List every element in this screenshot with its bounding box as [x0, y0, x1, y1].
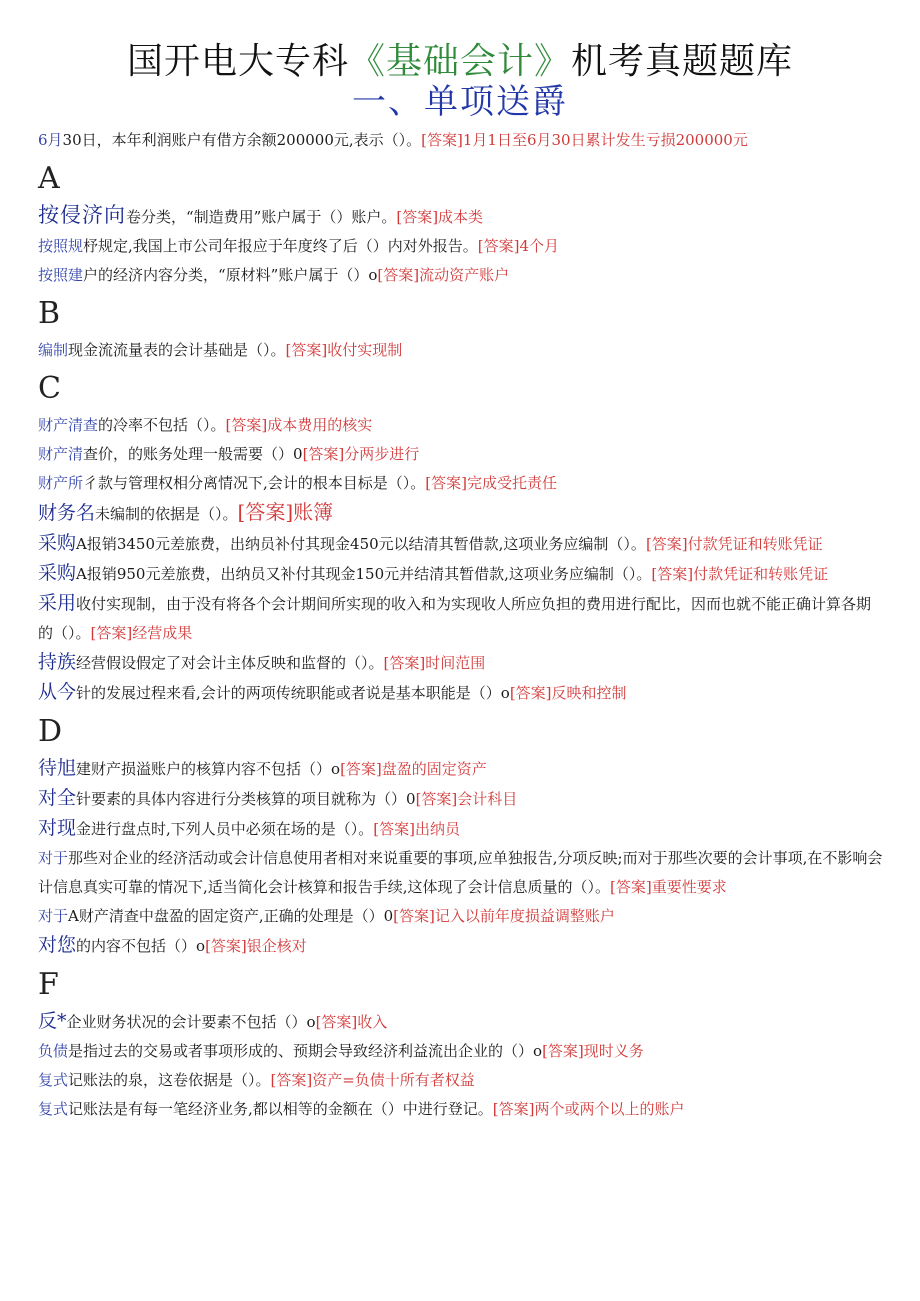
question-text: 企业财务状况的会计要素不包括（）o	[66, 1013, 316, 1031]
question-lead: 复式	[38, 1100, 69, 1118]
question-item	[38, 232, 883, 261]
question-answer: [答案]资产=负债十所有者权益	[270, 1071, 475, 1089]
question-lead: 按侵济向	[38, 203, 126, 227]
intro-question	[38, 126, 883, 155]
question-lead: 对于	[38, 849, 69, 867]
question-item	[38, 1095, 883, 1124]
question-lead: 反*	[38, 1010, 67, 1032]
document-title	[0, 40, 920, 84]
question-text: 针的发展过程来看,会计的两项传统职能或者说是基本职能是（）o	[76, 684, 510, 702]
question-answer: [答案]流动资产账户	[377, 266, 510, 284]
question-answer: [答案]两个或两个以上的账户	[492, 1100, 685, 1118]
question-lead: 采购	[38, 532, 77, 554]
question-lead: 财产所	[38, 474, 84, 492]
question-answer: [答案]收入	[315, 1013, 388, 1031]
question-item	[38, 336, 883, 365]
question-text: 杼规定,我国上市公司年报应于年度终了后（）内对外报告。	[83, 237, 478, 255]
question-lead: 财产清查	[38, 416, 99, 434]
question-text: A报销3450元差旅费，出纳员补付其现金450元以结清其暂借款,这项业务应编制（）。	[76, 535, 646, 553]
question-lead: 采购	[38, 562, 77, 584]
question-answer: [答案]出纳员	[373, 820, 461, 838]
question-text: 彳款与管理权相分离情况下,会计的根本目标是（）。	[83, 474, 426, 492]
question-text: 建财产损溢账户的核算内容不包括（）o	[76, 760, 341, 778]
question-answer: [答案]账簿	[237, 500, 334, 524]
question-text: 针要素的具体内容进行分类核算的项目就称为（）0	[76, 790, 416, 808]
question-answer: [答案]盘盈的固定资产	[340, 760, 487, 778]
question-item	[38, 498, 883, 529]
question-text: 经营假设假定了对会计主体反映和监督的（）。	[76, 654, 384, 672]
question-item	[38, 589, 883, 648]
question-text: 户的经济内容分类，“原材料”账户属于（）o	[83, 266, 378, 284]
group-letter-b: B	[38, 296, 61, 331]
question-text: 30日，本年利润账户有借方余额200000元,表示（）。	[62, 131, 422, 149]
question-lead: 复式	[38, 1071, 69, 1089]
question-item	[38, 844, 883, 902]
question-text: 的内容不包括（）o	[76, 937, 206, 955]
question-item	[38, 648, 883, 678]
question-text: A报销950元差旅费，出纳员又补付其现金150元并结清其暂借款,这项业务应编制（）。	[76, 565, 652, 583]
question-answer: [答案]4个月	[477, 237, 560, 255]
question-item	[38, 261, 883, 290]
question-answer: [答案]记入以前年度损益调整账户	[393, 907, 615, 925]
question-lead: 财产清	[38, 445, 84, 463]
question-answer: [答案]完成受托责任	[425, 474, 558, 492]
question-item	[38, 411, 883, 440]
question-text: 未编制的依据是（）。	[95, 505, 238, 523]
question-answer: [答案]收付实现制	[285, 341, 403, 359]
question-answer: [答案]反映和控制	[509, 684, 627, 702]
question-item	[38, 469, 883, 498]
section-title: 一、单项送爵	[352, 82, 568, 122]
question-answer: [答案]重要性要求	[610, 878, 727, 896]
group-letter-c: C	[38, 371, 61, 406]
question-answer: [答案]会计科目	[415, 790, 518, 808]
question-item	[38, 678, 883, 708]
question-answer: [答案]分两步进行	[302, 445, 420, 463]
question-lead: 对全	[38, 787, 77, 809]
question-answer: [答案]经营成果	[90, 624, 193, 642]
question-lead: 按照规	[38, 237, 84, 255]
question-lead: 6月	[38, 131, 63, 149]
group-letter-d: D	[38, 714, 63, 749]
question-item	[38, 201, 883, 232]
group-letter-a: A	[38, 161, 60, 196]
question-lead: 对您	[38, 934, 77, 956]
question-item	[38, 1007, 883, 1037]
question-text: 是指过去的交易或者事项形成的、预期会导致经济利益流出企业的（）o	[68, 1042, 543, 1060]
question-text: 记账法是有每一笔经济业务,都以相等的金额在（）中进行登记。	[68, 1100, 493, 1118]
question-item	[38, 754, 883, 784]
group-letter-f: F	[38, 967, 59, 1002]
question-text: 的冷率不包括（）。	[98, 416, 226, 434]
title-suffix: 机考真题题库	[571, 41, 794, 82]
question-item	[38, 931, 883, 961]
question-answer: [答案]付款凭证和转账凭证	[651, 565, 829, 583]
question-answer: [答案]成本类	[396, 208, 484, 226]
question-text: 那些对企业的经济活动或会计信息使用者相对来说重要的事项,应单独报告,分项反映;而对于那些次要的会计事项,在不影响会计信息真实可靠的情况下,适当简化会计核算和报告手续,这体现了会计信息质量的（）。	[38, 849, 883, 896]
question-answer: [答案]银企核对	[205, 937, 307, 955]
question-text: 卷分类，“制造费用”账户属于（）账户。	[126, 208, 397, 226]
question-answer: [答案]时间范围	[383, 654, 486, 672]
question-text: 收付实现制，由于没有将各个会计期间所实现的收入和为实现收人所应负担的费用进行配比，因而也就不能正确计算各期的（）。	[38, 595, 872, 642]
question-item	[38, 814, 883, 844]
title-prefix: 国开电大专科	[126, 41, 349, 82]
question-answer: [答案]成本费用的核实	[225, 416, 373, 434]
question-text: A财产清查中盘盈的固定资产,正确的处理是（）0	[68, 907, 394, 925]
question-text: 记账法的泉，这卷依据是（）。	[68, 1071, 271, 1089]
question-item	[38, 1037, 883, 1066]
question-item	[38, 559, 883, 589]
question-item	[38, 1066, 883, 1095]
question-lead: 按照建	[38, 266, 84, 284]
question-answer: [答案]付款凭证和转账凭证	[645, 535, 823, 553]
question-item	[38, 529, 883, 559]
question-list	[38, 126, 883, 1124]
question-lead: 对于	[38, 907, 69, 925]
question-lead: 编制	[38, 341, 69, 359]
question-answer: [答案]1月1日至6月30日累计发生亏损200000元	[421, 131, 748, 149]
question-answer: [答案]现时义务	[542, 1042, 644, 1060]
question-lead: 财务名	[38, 502, 96, 524]
question-item	[38, 902, 883, 931]
question-item	[38, 784, 883, 814]
question-text: 查价，的账务处理一般需要（）0	[83, 445, 303, 463]
question-item	[38, 440, 883, 469]
question-lead: 待旭	[38, 757, 77, 779]
question-text: 现金流流量表的会计基础是（）。	[68, 341, 286, 359]
question-lead: 持族	[38, 651, 77, 673]
question-lead: 从今	[38, 681, 77, 703]
question-lead: 对现	[38, 817, 77, 839]
question-lead: 采用	[38, 592, 77, 614]
title-course: 《基础会计》	[348, 41, 571, 82]
question-text: 金进行盘点时,下列人员中必须在场的是（）。	[76, 820, 374, 838]
question-lead: 负债	[38, 1042, 69, 1060]
